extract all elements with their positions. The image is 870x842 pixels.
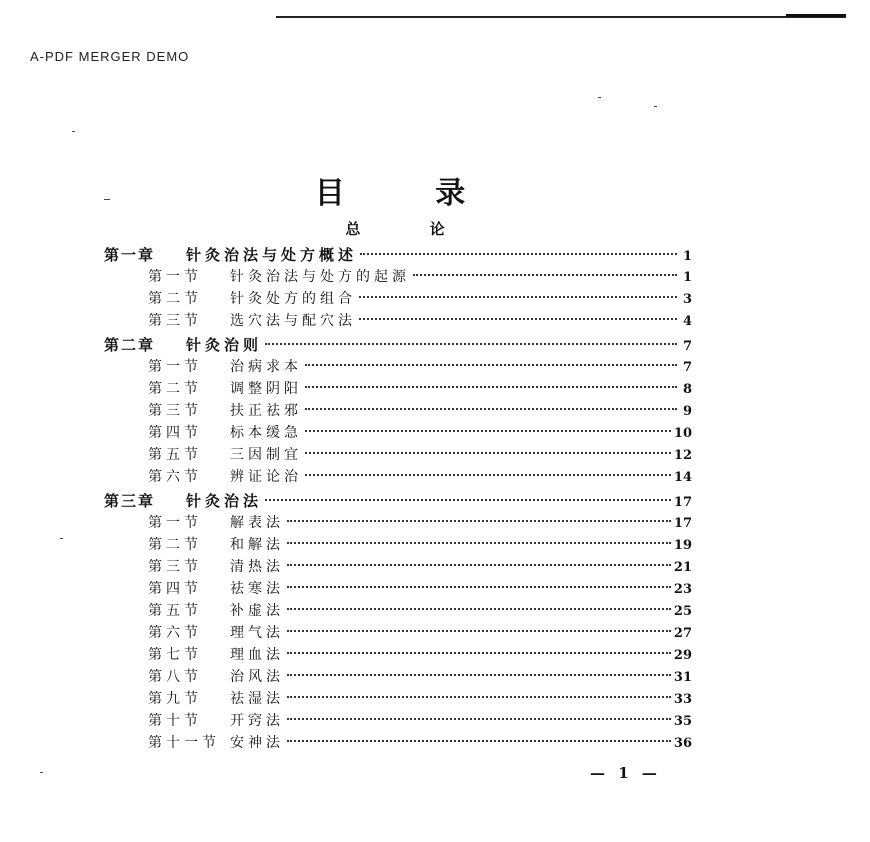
toc-entry-number: 第三章 — [104, 492, 156, 510]
toc-entry-title: 三因制宜 — [230, 447, 302, 463]
toc-entry-label — [148, 622, 284, 644]
toc-entry-page: 25 — [673, 604, 692, 619]
toc-entry-label — [104, 244, 357, 266]
toc-entry-label — [148, 466, 302, 488]
scan-speck — [40, 772, 43, 773]
toc-dot-leader — [360, 253, 677, 255]
toc-entry-title: 治风法 — [230, 669, 284, 685]
toc-dot-leader — [287, 520, 671, 522]
toc-dot-leader — [305, 386, 677, 388]
toc-entry-title: 治病求本 — [230, 359, 302, 375]
toc-entry-number: 第八节 — [148, 669, 202, 685]
toc-dot-leader — [287, 542, 671, 544]
toc-entry-label — [148, 400, 302, 422]
toc-entry-page: 10 — [673, 426, 692, 441]
toc-entry-page: 1 — [682, 249, 692, 264]
toc-entry-page: 1 — [682, 270, 692, 285]
watermark-text: A-PDF MERGER DEMO — [30, 49, 190, 64]
toc-chapter-entry — [104, 334, 692, 356]
toc-dot-leader — [305, 430, 671, 432]
toc-entry-label — [148, 688, 284, 710]
page-number: — 1 — — [590, 764, 661, 782]
toc-entry-number: 第二节 — [148, 537, 202, 553]
toc-entry-title: 解表法 — [230, 515, 284, 531]
toc-section-entry — [148, 600, 692, 622]
toc-entry-label — [148, 266, 410, 288]
toc-section-entry — [148, 400, 692, 422]
page-title: 目 录 — [314, 176, 506, 211]
toc-entry-label — [148, 710, 284, 732]
toc-dot-leader — [359, 318, 677, 320]
toc-entry-label — [104, 334, 262, 356]
toc-entry-page: 4 — [682, 314, 692, 329]
toc-entry-number: 第一节 — [148, 359, 202, 375]
toc-entry-title: 开窍法 — [230, 713, 284, 729]
toc-section-entry — [148, 710, 692, 732]
toc-entry-page: 21 — [673, 560, 692, 575]
toc-entry-title: 扶正祛邪 — [230, 403, 302, 419]
toc-entry-label — [148, 666, 284, 688]
toc-entry-label — [148, 378, 302, 400]
toc-entry-number: 第四节 — [148, 581, 202, 597]
toc-entry-number: 第五节 — [148, 447, 202, 463]
toc-entry-page: 12 — [673, 448, 692, 463]
toc-entry-page: 7 — [682, 360, 692, 375]
toc-dot-leader — [287, 696, 671, 698]
toc-entry-number: 第十一节 — [148, 735, 220, 751]
toc-entry-number: 第十节 — [148, 713, 202, 729]
header-rule — [276, 16, 846, 18]
toc-entry-number: 第三节 — [148, 313, 202, 329]
toc-section-entry — [148, 512, 692, 534]
toc-dot-leader — [287, 652, 671, 654]
toc-dot-leader — [413, 274, 677, 276]
toc-entry-label — [148, 732, 284, 754]
toc-dot-leader — [287, 586, 671, 588]
toc-entry-title: 和解法 — [230, 537, 284, 553]
toc-entry-title: 调整阴阳 — [230, 381, 302, 397]
toc-entry-title: 针灸治则 — [186, 336, 263, 354]
toc-entry-number: 第一节 — [148, 515, 202, 531]
scan-speck — [598, 97, 601, 98]
toc-section-entry — [148, 378, 692, 400]
toc-entry-title: 针灸处方的组合 — [230, 291, 356, 307]
toc-section-entry — [148, 688, 692, 710]
toc-section-entry — [148, 288, 692, 310]
toc-entry-number: 第九节 — [148, 691, 202, 707]
toc-dot-leader — [305, 452, 671, 454]
toc-entry-label — [148, 644, 284, 666]
toc-entry-page: 33 — [673, 692, 692, 707]
toc-entry-label — [148, 556, 284, 578]
scan-speck — [654, 106, 657, 107]
toc-entry-label — [148, 600, 284, 622]
toc-entry-label — [148, 422, 302, 444]
toc-entry-label — [148, 512, 284, 534]
toc-entry-number: 第二节 — [148, 381, 202, 397]
toc-entry-number: 第五节 — [148, 603, 202, 619]
toc-dot-leader — [265, 499, 671, 501]
toc-entry-page: 8 — [682, 382, 692, 397]
toc-entry-number: 第三节 — [148, 403, 202, 419]
toc-entry-label — [148, 444, 302, 466]
toc-entry-page: 17 — [673, 495, 692, 510]
toc-entry-label — [148, 534, 284, 556]
toc-entry-number: 第四节 — [148, 425, 202, 441]
toc-dot-leader — [287, 674, 671, 676]
toc-dot-leader — [359, 296, 677, 298]
section-heading: 总 论 — [345, 220, 477, 238]
toc-dot-leader — [265, 343, 677, 345]
toc-entry-number: 第一节 — [148, 269, 202, 285]
toc-dot-leader — [287, 608, 671, 610]
toc-dot-leader — [305, 474, 671, 476]
toc-section-entry — [148, 356, 692, 378]
toc-entry-page: 27 — [673, 626, 692, 641]
toc-section-entry — [148, 266, 692, 288]
toc-entry-label — [104, 490, 262, 512]
toc-section-entry — [148, 310, 692, 332]
toc-entry-title: 理血法 — [230, 647, 284, 663]
toc-entry-page: 29 — [673, 648, 692, 663]
toc-entry-title: 标本缓急 — [230, 425, 302, 441]
toc-entry-title: 针灸治法与处方概述 — [186, 246, 358, 264]
toc-dot-leader — [287, 630, 671, 632]
toc-entry-label — [148, 288, 356, 310]
toc-dot-leader — [287, 564, 671, 566]
toc-section-entry — [148, 556, 692, 578]
toc-dot-leader — [287, 740, 671, 742]
toc-entry-label — [148, 578, 284, 600]
toc-entry-title: 祛寒法 — [230, 581, 284, 597]
toc-section-entry — [148, 444, 692, 466]
toc-entry-label — [148, 356, 302, 378]
toc-dot-leader — [305, 408, 677, 410]
toc-section-entry — [148, 622, 692, 644]
toc-section-entry — [148, 422, 692, 444]
scan-speck — [60, 538, 63, 539]
toc-entry-page: 17 — [673, 516, 692, 531]
scan-speck — [104, 199, 110, 200]
toc-entry-title: 辨证论治 — [230, 469, 302, 485]
toc-chapter-entry — [104, 490, 692, 512]
toc-chapter-entry — [104, 244, 692, 266]
toc-entry-page: 14 — [673, 470, 692, 485]
toc-section-entry — [148, 732, 692, 754]
toc-entry-number: 第六节 — [148, 625, 202, 641]
toc-entry-title: 清热法 — [230, 559, 284, 575]
toc-entry-number: 第六节 — [148, 469, 202, 485]
toc-entry-number: 第二章 — [104, 336, 156, 354]
toc-dot-leader — [287, 718, 671, 720]
toc-dot-leader — [305, 364, 677, 366]
toc-entry-number: 第七节 — [148, 647, 202, 663]
toc-section-entry — [148, 644, 692, 666]
toc-entry-title: 针灸治法与处方的起源 — [230, 269, 410, 285]
toc-entry-number: 第一章 — [104, 246, 156, 264]
toc-entry-page: 36 — [673, 736, 692, 751]
toc-entry-page: 7 — [682, 339, 692, 354]
toc-entry-title: 安神法 — [230, 735, 284, 751]
toc-entry-page: 31 — [673, 670, 692, 685]
toc-entry-title: 补虚法 — [230, 603, 284, 619]
toc-entry-number: 第二节 — [148, 291, 202, 307]
toc-entry-page: 23 — [673, 582, 692, 597]
toc-entry-page: 19 — [673, 538, 692, 553]
toc-section-entry — [148, 666, 692, 688]
toc-entry-number: 第三节 — [148, 559, 202, 575]
toc-section-entry — [148, 534, 692, 556]
scan-speck — [72, 131, 75, 132]
toc-entry-page: 9 — [682, 404, 692, 419]
header-rule-accent — [786, 14, 846, 17]
toc-entry-title: 针灸治法 — [186, 492, 263, 510]
toc-entry-page: 3 — [682, 292, 692, 307]
toc-section-entry — [148, 578, 692, 600]
toc-entry-page: 35 — [673, 714, 692, 729]
toc-entry-label — [148, 310, 356, 332]
toc-entry-title: 选穴法与配穴法 — [230, 313, 356, 329]
toc-entry-title: 祛湿法 — [230, 691, 284, 707]
toc-section-entry — [148, 466, 692, 488]
toc-entry-title: 理气法 — [230, 625, 284, 641]
